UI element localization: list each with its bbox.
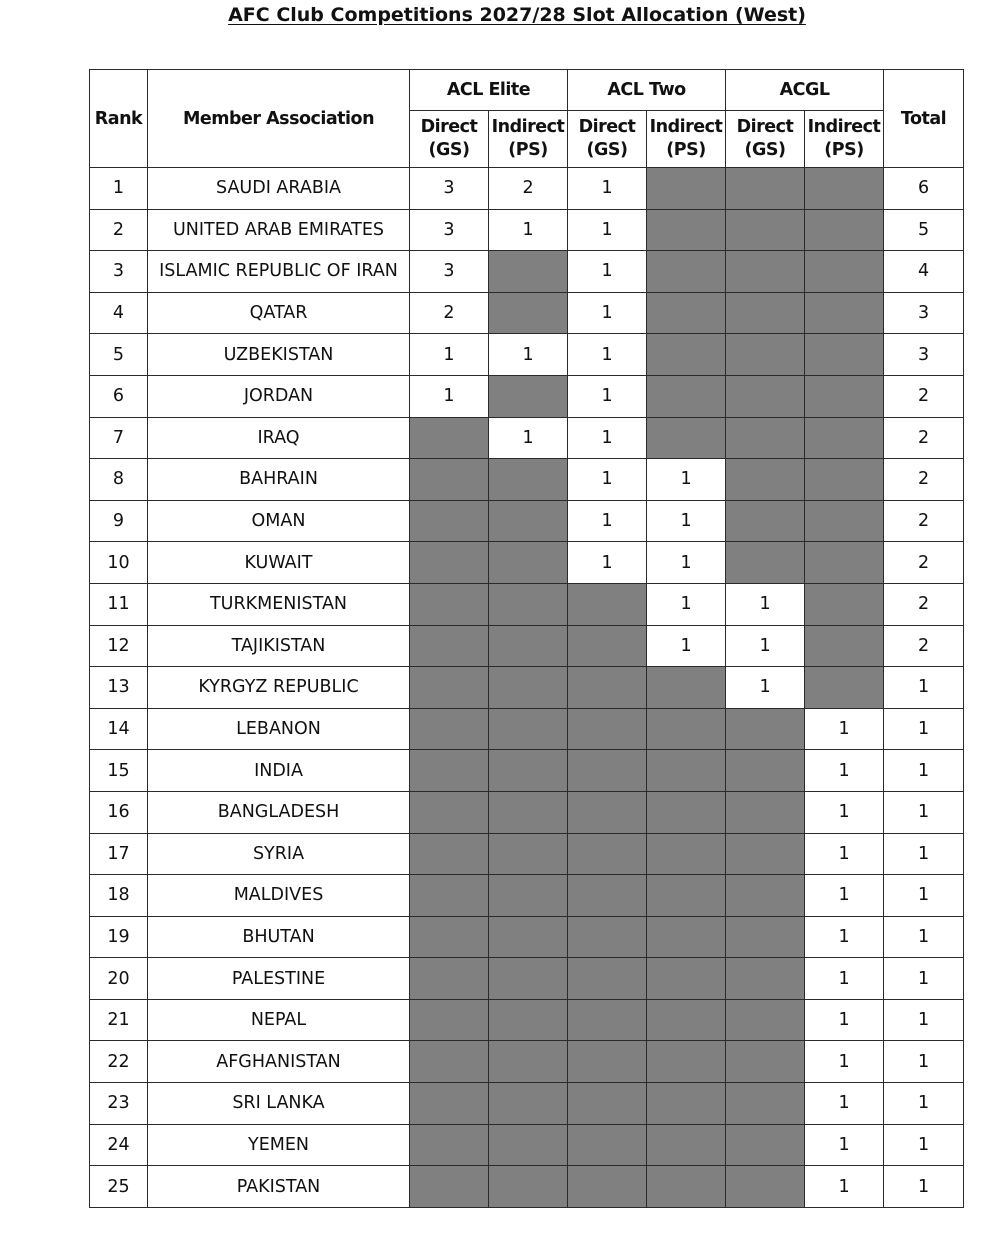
association-cell: IRAQ [148, 417, 410, 459]
rank-cell: 8 [90, 459, 148, 501]
association-cell: ISLAMIC REPUBLIC OF IRAN [148, 251, 410, 293]
acl-two-direct-shaded-cell [568, 916, 647, 958]
acl-two-direct-cell: 1 [568, 500, 647, 542]
table-row [90, 750, 964, 792]
acl-two-direct-cell: 1 [568, 251, 647, 293]
acl-elite-indirect-shaded-cell [489, 500, 568, 542]
acl-two-indirect-shaded-cell [647, 168, 726, 210]
rank-cell: 4 [90, 292, 148, 334]
acl-elite-direct-shaded-cell [410, 500, 489, 542]
acl-elite-indirect-shaded-cell [489, 750, 568, 792]
acl-two-indirect-cell: 1 [647, 500, 726, 542]
acgl-indirect-cell: 1 [805, 1041, 884, 1083]
association-cell: QATAR [148, 292, 410, 334]
acl-elite-indirect-shaded-cell [489, 251, 568, 293]
acgl-direct-shaded-cell [726, 791, 805, 833]
rank-cell: 11 [90, 583, 148, 625]
association-cell: KYRGYZ REPUBLIC [148, 667, 410, 709]
acgl-indirect-shaded-cell [805, 417, 884, 459]
acl-two-indirect-shaded-cell [647, 1083, 726, 1125]
page-title: AFC Club Competitions 2027/28 Slot Allocation (West) [228, 4, 806, 26]
total-cell: 2 [884, 625, 964, 667]
acgl-direct-cell: 1 [726, 625, 805, 667]
acl-two-direct-cell: 1 [568, 417, 647, 459]
acgl-direct-shaded-cell [726, 1166, 805, 1208]
acl-elite-indirect-shaded-cell [489, 292, 568, 334]
table-row [90, 334, 964, 376]
acl-elite-indirect-shaded-cell [489, 1166, 568, 1208]
acl-elite-direct-shaded-cell [410, 875, 489, 917]
total-cell: 1 [884, 833, 964, 875]
acl-two-direct-shaded-cell [568, 875, 647, 917]
acl-two-indirect-header: Indirect (PS) [647, 111, 726, 168]
acl-two-direct-shaded-cell [568, 999, 647, 1041]
acl-two-indirect-shaded-cell [647, 708, 726, 750]
table-row [90, 168, 964, 210]
total-cell: 6 [884, 168, 964, 210]
association-cell: LEBANON [148, 708, 410, 750]
acl-two-direct-cell: 1 [568, 334, 647, 376]
acl-two-direct-cell: 1 [568, 209, 647, 251]
acgl-direct-shaded-cell [726, 500, 805, 542]
total-cell: 1 [884, 750, 964, 792]
acl-elite-direct-shaded-cell [410, 999, 489, 1041]
acgl-direct-shaded-cell [726, 209, 805, 251]
acl-elite-indirect-shaded-cell [489, 1041, 568, 1083]
association-cell: BANGLADESH [148, 791, 410, 833]
acgl-direct-shaded-cell [726, 375, 805, 417]
acl-elite-indirect-shaded-cell [489, 708, 568, 750]
acl-two-direct-shaded-cell [568, 667, 647, 709]
acgl-indirect-shaded-cell [805, 459, 884, 501]
total-cell: 1 [884, 667, 964, 709]
table-row [90, 916, 964, 958]
acl-elite-indirect-shaded-cell [489, 999, 568, 1041]
total-cell: 1 [884, 999, 964, 1041]
acl-elite-indirect-shaded-cell [489, 875, 568, 917]
rank-cell: 10 [90, 542, 148, 584]
acl-two-direct-shaded-cell [568, 708, 647, 750]
association-cell: YEMEN [148, 1124, 410, 1166]
acl-two-indirect-shaded-cell [647, 875, 726, 917]
acl-elite-direct-cell: 1 [410, 375, 489, 417]
association-cell: OMAN [148, 500, 410, 542]
table-row [90, 958, 964, 1000]
table-row [90, 708, 964, 750]
total-cell: 2 [884, 583, 964, 625]
acl-two-indirect-shaded-cell [647, 958, 726, 1000]
acl-two-indirect-shaded-cell [647, 999, 726, 1041]
table-row [90, 500, 964, 542]
acl-two-direct-shaded-cell [568, 583, 647, 625]
acl-two-indirect-shaded-cell [647, 833, 726, 875]
association-cell: BAHRAIN [148, 459, 410, 501]
acl-elite-indirect-shaded-cell [489, 958, 568, 1000]
rank-cell: 25 [90, 1166, 148, 1208]
acl-elite-indirect-cell: 1 [489, 209, 568, 251]
acgl-indirect-cell: 1 [805, 833, 884, 875]
acl-elite-indirect-shaded-cell [489, 542, 568, 584]
acgl-indirect-shaded-cell [805, 542, 884, 584]
acgl-indirect-cell: 1 [805, 708, 884, 750]
table-row [90, 833, 964, 875]
acl-two-direct-shaded-cell [568, 833, 647, 875]
table-row [90, 999, 964, 1041]
acl-two-direct-cell: 1 [568, 292, 647, 334]
acl-elite-indirect-shaded-cell [489, 625, 568, 667]
acl-elite-indirect-shaded-cell [489, 916, 568, 958]
acgl-indirect-cell: 1 [805, 958, 884, 1000]
acgl-direct-shaded-cell [726, 875, 805, 917]
association-cell: BHUTAN [148, 916, 410, 958]
acl-two-indirect-shaded-cell [647, 750, 726, 792]
table-row [90, 209, 964, 251]
acl-elite-indirect-shaded-cell [489, 375, 568, 417]
acgl-direct-shaded-cell [726, 459, 805, 501]
total-cell: 2 [884, 500, 964, 542]
acl-two-direct-cell: 1 [568, 168, 647, 210]
acgl-direct-shaded-cell [726, 542, 805, 584]
acgl-indirect-cell: 1 [805, 999, 884, 1041]
table-row [90, 292, 964, 334]
association-cell: PALESTINE [148, 958, 410, 1000]
acl-elite-indirect-shaded-cell [489, 667, 568, 709]
total-cell: 2 [884, 375, 964, 417]
acl-elite-indirect-shaded-cell [489, 833, 568, 875]
acgl-indirect-cell: 1 [805, 1166, 884, 1208]
association-cell: JORDAN [148, 375, 410, 417]
acgl-indirect-shaded-cell [805, 292, 884, 334]
association-cell: SRI LANKA [148, 1083, 410, 1125]
rank-cell: 22 [90, 1041, 148, 1083]
rank-cell: 5 [90, 334, 148, 376]
association-header: Member Association [148, 70, 410, 168]
slot-allocation-table [89, 69, 964, 1208]
acl-elite-indirect-shaded-cell [489, 459, 568, 501]
association-cell: KUWAIT [148, 542, 410, 584]
acl-two-direct-cell: 1 [568, 542, 647, 584]
total-cell: 2 [884, 542, 964, 584]
acl-elite-direct-shaded-cell [410, 916, 489, 958]
acgl-indirect-shaded-cell [805, 168, 884, 210]
table-row [90, 459, 964, 501]
table-row [90, 875, 964, 917]
total-cell: 3 [884, 292, 964, 334]
acgl-indirect-shaded-cell [805, 209, 884, 251]
acl-two-indirect-shaded-cell [647, 1041, 726, 1083]
acl-two-direct-cell: 1 [568, 375, 647, 417]
acgl-direct-shaded-cell [726, 750, 805, 792]
acgl-indirect-cell: 1 [805, 916, 884, 958]
rank-cell: 1 [90, 168, 148, 210]
acl-elite-direct-cell: 3 [410, 168, 489, 210]
association-cell: MALDIVES [148, 875, 410, 917]
rank-cell: 16 [90, 791, 148, 833]
acl-elite-direct-shaded-cell [410, 667, 489, 709]
table-row [90, 1083, 964, 1125]
total-cell: 1 [884, 791, 964, 833]
association-cell: AFGHANISTAN [148, 1041, 410, 1083]
acl-elite-indirect-header: Indirect (PS) [489, 111, 568, 168]
table-row [90, 667, 964, 709]
rank-cell: 7 [90, 417, 148, 459]
acgl-direct-shaded-cell [726, 417, 805, 459]
acgl-indirect-shaded-cell [805, 583, 884, 625]
total-cell: 2 [884, 417, 964, 459]
rank-cell: 12 [90, 625, 148, 667]
acgl-indirect-header: Indirect (PS) [805, 111, 884, 168]
acl-two-indirect-shaded-cell [647, 1166, 726, 1208]
acl-two-direct-header: Direct (GS) [568, 111, 647, 168]
acgl-indirect-cell: 1 [805, 791, 884, 833]
rank-cell: 14 [90, 708, 148, 750]
acl-two-indirect-shaded-cell [647, 791, 726, 833]
acgl-direct-cell: 1 [726, 583, 805, 625]
acl-two-indirect-cell: 1 [647, 459, 726, 501]
acgl-indirect-shaded-cell [805, 375, 884, 417]
acgl-direct-shaded-cell [726, 1124, 805, 1166]
association-cell: INDIA [148, 750, 410, 792]
table-body [90, 168, 964, 1208]
association-cell: TURKMENISTAN [148, 583, 410, 625]
acgl-indirect-shaded-cell [805, 500, 884, 542]
acl-elite-indirect-cell: 1 [489, 417, 568, 459]
acl-elite-direct-shaded-cell [410, 1083, 489, 1125]
rank-cell: 15 [90, 750, 148, 792]
total-cell: 1 [884, 875, 964, 917]
acl-elite-indirect-cell: 1 [489, 334, 568, 376]
rank-cell: 21 [90, 999, 148, 1041]
association-cell: NEPAL [148, 999, 410, 1041]
total-header: Total [884, 70, 964, 168]
rank-cell: 3 [90, 251, 148, 293]
association-cell: UNITED ARAB EMIRATES [148, 209, 410, 251]
acl-two-indirect-shaded-cell [647, 417, 726, 459]
acl-two-direct-shaded-cell [568, 958, 647, 1000]
total-cell: 1 [884, 1083, 964, 1125]
acl-two-direct-shaded-cell [568, 1083, 647, 1125]
table-row [90, 625, 964, 667]
acl-elite-direct-shaded-cell [410, 542, 489, 584]
acgl-indirect-cell: 1 [805, 1083, 884, 1125]
association-cell: UZBEKISTAN [148, 334, 410, 376]
acl-two-direct-shaded-cell [568, 1166, 647, 1208]
table-row [90, 583, 964, 625]
acl-two-direct-shaded-cell [568, 791, 647, 833]
acl-two-indirect-shaded-cell [647, 1124, 726, 1166]
acl-two-indirect-shaded-cell [647, 251, 726, 293]
acl-two-header: ACL Two [568, 70, 726, 111]
acl-two-indirect-shaded-cell [647, 375, 726, 417]
total-cell: 1 [884, 1041, 964, 1083]
acgl-direct-shaded-cell [726, 1083, 805, 1125]
acgl-direct-shaded-cell [726, 833, 805, 875]
acgl-indirect-shaded-cell [805, 334, 884, 376]
acgl-direct-shaded-cell [726, 708, 805, 750]
table-row [90, 1166, 964, 1208]
table-row [90, 251, 964, 293]
rank-header: Rank [90, 70, 148, 168]
acl-two-indirect-cell: 1 [647, 583, 726, 625]
total-cell: 3 [884, 334, 964, 376]
rank-cell: 19 [90, 916, 148, 958]
acgl-direct-shaded-cell [726, 251, 805, 293]
acgl-direct-header: Direct (GS) [726, 111, 805, 168]
acl-elite-direct-shaded-cell [410, 417, 489, 459]
acgl-indirect-cell: 1 [805, 1124, 884, 1166]
association-cell: SYRIA [148, 833, 410, 875]
table-row [90, 791, 964, 833]
acl-elite-direct-shaded-cell [410, 1166, 489, 1208]
table-row [90, 1124, 964, 1166]
acl-elite-indirect-shaded-cell [489, 1083, 568, 1125]
acgl-direct-shaded-cell [726, 958, 805, 1000]
acgl-indirect-shaded-cell [805, 251, 884, 293]
acl-elite-direct-cell: 3 [410, 251, 489, 293]
rank-cell: 6 [90, 375, 148, 417]
rank-cell: 18 [90, 875, 148, 917]
acl-two-direct-shaded-cell [568, 750, 647, 792]
rank-cell: 2 [90, 209, 148, 251]
total-cell: 1 [884, 958, 964, 1000]
acl-elite-direct-shaded-cell [410, 833, 489, 875]
acl-elite-header: ACL Elite [410, 70, 568, 111]
rank-cell: 24 [90, 1124, 148, 1166]
total-cell: 1 [884, 708, 964, 750]
acl-two-indirect-shaded-cell [647, 916, 726, 958]
total-cell: 1 [884, 1166, 964, 1208]
acgl-direct-cell: 1 [726, 667, 805, 709]
acl-elite-indirect-shaded-cell [489, 583, 568, 625]
acl-two-direct-shaded-cell [568, 1124, 647, 1166]
acl-two-direct-shaded-cell [568, 1041, 647, 1083]
acgl-direct-shaded-cell [726, 334, 805, 376]
table-row [90, 375, 964, 417]
acl-two-indirect-shaded-cell [647, 292, 726, 334]
acl-elite-direct-shaded-cell [410, 583, 489, 625]
table-header [90, 70, 964, 168]
acl-two-indirect-shaded-cell [647, 667, 726, 709]
association-cell: PAKISTAN [148, 1166, 410, 1208]
acl-elite-direct-shaded-cell [410, 750, 489, 792]
rank-cell: 20 [90, 958, 148, 1000]
acgl-direct-shaded-cell [726, 999, 805, 1041]
acgl-direct-shaded-cell [726, 292, 805, 334]
acgl-indirect-shaded-cell [805, 625, 884, 667]
acl-two-indirect-cell: 1 [647, 542, 726, 584]
total-cell: 2 [884, 459, 964, 501]
acl-two-indirect-shaded-cell [647, 334, 726, 376]
rank-cell: 9 [90, 500, 148, 542]
table-row [90, 417, 964, 459]
total-cell: 4 [884, 251, 964, 293]
total-cell: 1 [884, 916, 964, 958]
table-row [90, 542, 964, 584]
acl-elite-direct-shaded-cell [410, 708, 489, 750]
total-cell: 5 [884, 209, 964, 251]
acl-two-indirect-cell: 1 [647, 625, 726, 667]
acl-two-direct-shaded-cell [568, 625, 647, 667]
acl-elite-indirect-cell: 2 [489, 168, 568, 210]
acgl-direct-shaded-cell [726, 1041, 805, 1083]
acl-two-indirect-shaded-cell [647, 209, 726, 251]
acgl-indirect-cell: 1 [805, 875, 884, 917]
acl-elite-direct-shaded-cell [410, 1124, 489, 1166]
table-row [90, 1041, 964, 1083]
acgl-direct-shaded-cell [726, 168, 805, 210]
acl-elite-indirect-shaded-cell [489, 1124, 568, 1166]
association-cell: SAUDI ARABIA [148, 168, 410, 210]
acl-elite-direct-shaded-cell [410, 1041, 489, 1083]
header-row-groups [90, 70, 964, 111]
acl-elite-direct-shaded-cell [410, 625, 489, 667]
acgl-header: ACGL [726, 70, 884, 111]
acl-two-direct-cell: 1 [568, 459, 647, 501]
acl-elite-indirect-shaded-cell [489, 791, 568, 833]
rank-cell: 13 [90, 667, 148, 709]
acl-elite-direct-header: Direct (GS) [410, 111, 489, 168]
rank-cell: 23 [90, 1083, 148, 1125]
acl-elite-direct-cell: 2 [410, 292, 489, 334]
acl-elite-direct-shaded-cell [410, 459, 489, 501]
rank-cell: 17 [90, 833, 148, 875]
acl-elite-direct-cell: 1 [410, 334, 489, 376]
association-cell: TAJIKISTAN [148, 625, 410, 667]
acl-elite-direct-cell: 3 [410, 209, 489, 251]
acl-elite-direct-shaded-cell [410, 791, 489, 833]
acl-elite-direct-shaded-cell [410, 958, 489, 1000]
acgl-indirect-cell: 1 [805, 750, 884, 792]
acgl-direct-shaded-cell [726, 916, 805, 958]
acgl-indirect-shaded-cell [805, 667, 884, 709]
total-cell: 1 [884, 1124, 964, 1166]
